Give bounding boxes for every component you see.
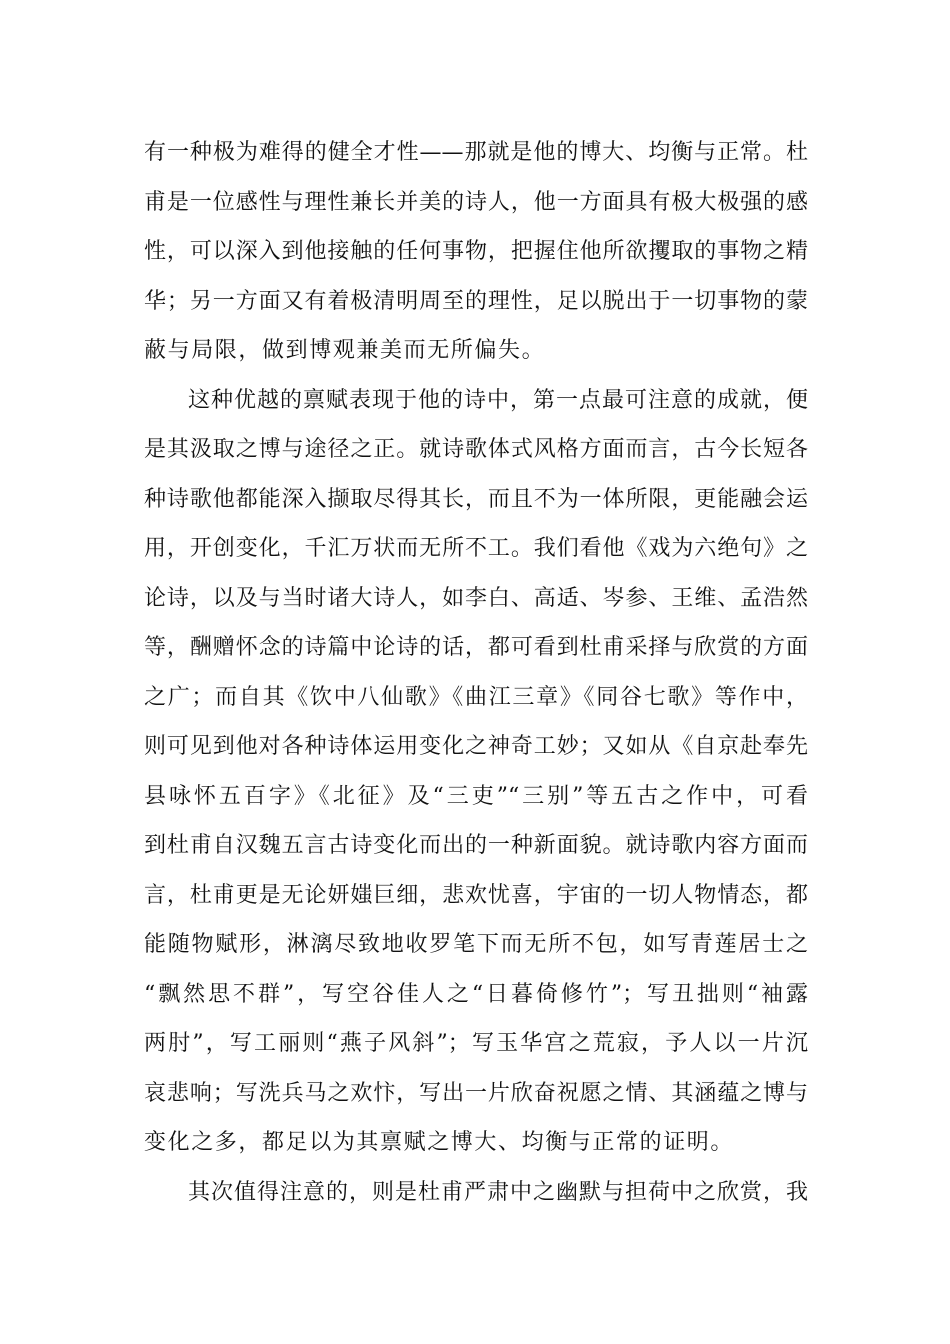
text-line: 华；另一方面又有着极清明周至的理性，足以脱出于一切事物的蒙 [144,288,808,314]
text-line: 变化之多，都足以为其禀赋之博大、均衡与正常的证明。 [144,1130,735,1155]
text-line: “飘然思不群”，写空谷佳人之“日暮倚修竹”；写丑拙则“袖露 [144,981,808,1007]
text-line: 哀悲响；写洗兵马之欢忭，写出一片欣奋祝愿之情、其涵蕴之博与 [144,1080,808,1106]
body-text [144,128,808,1217]
text-line: 甫是一位感性与理性兼长并美的诗人，他一方面具有极大极强的感 [144,189,808,215]
text-line: 之广；而自其《饮中八仙歌》《曲江三章》《同谷七歌》等作中， [144,684,808,710]
text-line: 能随物赋形，淋漓尽致地收罗笔下而无所不包，如写青莲居士之 [144,932,808,957]
text-line: 种诗歌他都能深入撷取尽得其长，而且不为一体所限，更能融会运 [144,486,808,512]
text-line: 到杜甫自汉魏五言古诗变化而出的一种新面貌。就诗歌内容方面而 [144,833,808,858]
text-line: 这种优越的禀赋表现于他的诗中，第一点最可注意的成就，便 [188,387,808,413]
text-line: 有一种极为难得的健全才性——那就是他的博大、均衡与正常。杜 [144,140,808,165]
text-line: 等，酬赠怀念的诗篇中论诗的话，都可看到杜甫采择与欣赏的方面 [144,635,808,660]
text-line: 县咏怀五百字》《北征》及“三吏”“三别”等五古之作中，可看 [144,783,808,809]
text-line: 蔽与局限，做到博观兼美而无所偏失。 [144,338,546,363]
text-line: 两肘”，写工丽则“燕子风斜”；写玉华宫之荒寂，予人以一片沉 [144,1031,808,1056]
text-line: 其次值得注意的，则是杜甫严肃中之幽默与担荷中之欣赏，我 [188,1179,808,1205]
text-line: 性，可以深入到他接触的任何事物，把握住他所欲攫取的事物之精 [144,239,808,264]
text-line: 是其汲取之博与途径之正。就诗歌体式风格方面而言，古今长短各 [144,437,808,462]
text-line: 则可见到他对各种诗体运用变化之神奇工妙；又如从《自京赴奉先 [144,734,808,759]
text-line: 用，开创变化，千汇万状而无所不工。我们看他《戏为六绝句》之 [144,536,808,561]
text-line: 言，杜甫更是无论妍媸巨细，悲欢忧喜，宇宙的一切人物情态，都 [144,882,808,908]
text-line: 论诗，以及与当时诸大诗人，如李白、高适、岑参、王维、孟浩然 [144,585,808,611]
